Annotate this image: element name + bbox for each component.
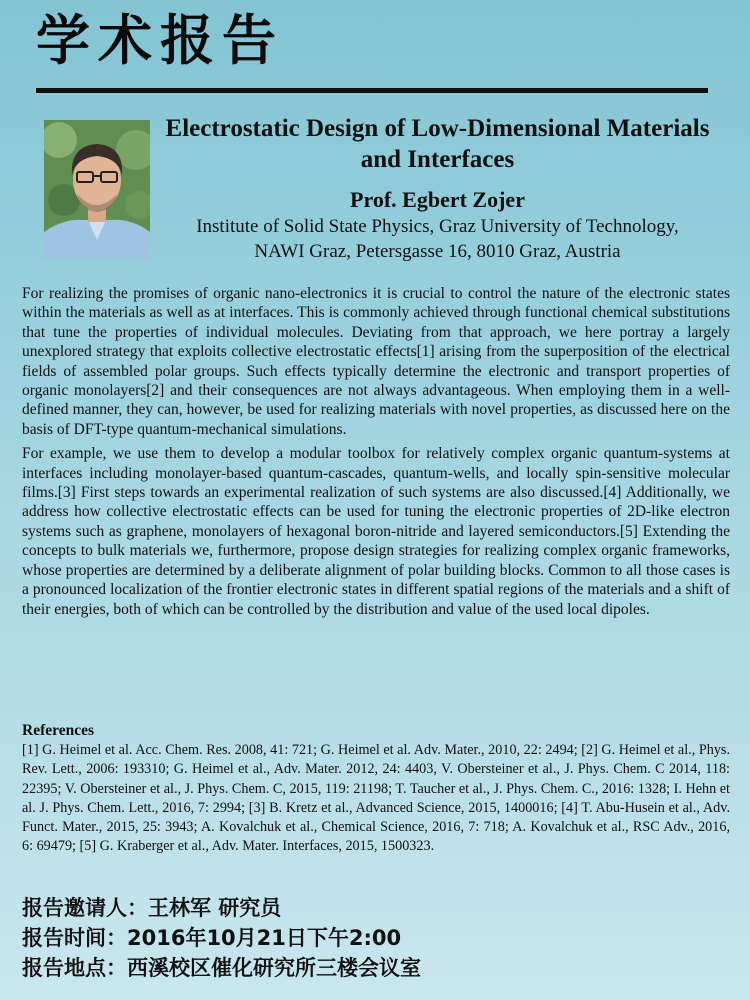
speaker-photo xyxy=(44,120,150,258)
event-location: 报告地点：西溪校区催化研究所三楼会议室 xyxy=(22,956,421,980)
speaker-name: Prof. Egbert Zojer xyxy=(350,187,525,212)
poster-title: 学术报告 xyxy=(36,9,284,72)
affiliation-line-2: NAWI Graz, Petersgasse 16, 8010 Graz, Austria xyxy=(254,241,621,262)
event-time: 报告时间：2016年10月21日下午2:00 xyxy=(22,926,402,950)
abstract xyxy=(22,284,730,624)
header-divider xyxy=(36,88,708,93)
speaker-affiliation xyxy=(160,214,715,264)
talk-title: Electrostatic Design of Low-Dimensional Materials and Interfaces xyxy=(165,115,710,173)
abstract-paragraph-1: For realizing the promises of organic nano-electronics it is crucial to control the nature of the electronic states within the materials as well as at interfaces. This is commonly achieved through functional chemical substitutions that tune the properties of individual molecules. Deviating from that approach, we here portray a largely unexplored strategy that exploits collective electrostatic effects[1] arising from the superposition of the electrical fields of assembled polar groups. Such effects typically determine the electronic and transport properties of organic monolayers[2] and their consequences are not always advantageous. When employing them in a well-defined manner, they can, however, be used for realizing materials with novel properties, as discussed here on the basis of DFT-type quantum-mechanical simulations. xyxy=(22,285,730,438)
event-host: 报告邀请人：王林军 研究员 xyxy=(22,896,282,920)
references-list: [1] G. Heimel et al. Acc. Chem. Res. 2008, 41: 721; G. Heimel et al. Adv. Mater., 2010, 22: 2494; [2] G. Heimel et al., Phys. Rev. Lett., 2006: 193310; G. Heimel et al., Adv. Mater. 2012, 24: 4403, V. Obersteiner et al., J. Phys. Chem. C 2014, 118: 22395; V. Obersteiner et al., J. Phys. Chem. C, 2015, 119: 21198; T. Taucher et al., J. Phys. Chem. C., 2016: 1328; I. Hehn et al. J. Phys. Chem. Lett., 2016, 7: 2994; [3] B. Kretz et al., Advanced Science, 2015, 1400016; [4] T. Abu-Husein et al., Adv. Funct. Mater., 2015, 25: 3943; A. Kovalchuk et al., Chemical Science, 2016, 7: 718; A. Kovalchuk et al., RSC Adv., 2016, 6: 69479; [5] G. Kraberger et al., Adv. Mater. Interfaces, 2015, 1500323. xyxy=(22,742,730,855)
affiliation-line-1: Institute of Solid State Physics, Graz University of Technology, xyxy=(196,216,679,237)
references-section xyxy=(22,720,730,857)
references-heading: References xyxy=(22,722,95,739)
event-info xyxy=(22,893,730,983)
abstract-paragraph-2: For example, we use them to develop a modular toolbox for relatively complex organic quantum-systems at interfaces including monolayer-based quantum-cascades, quantum-wells, and locally spin-sensitive molecular films.[3] First steps towards an experimental realization of such systems are also discussed.[4] Additionally, we address how collective electrostatic effects can be used for tuning the electronic properties of 2D-like electron systems such as graphene, monolayers of hexagonal boron-nitride and layered semiconductors.[5] Extending the concepts to bulk materials we, furthermore, propose design strategies for realizing complex organic frameworks, whose properties are determined by a deliberate alignment of polar building blocks. Common to all those cases is a pronounced localization of the frontier electronic states in different spatial regions of the materials and a shift of their energies, both of which can be controlled by the distribution and value of the used local dipoles. xyxy=(22,445,730,618)
